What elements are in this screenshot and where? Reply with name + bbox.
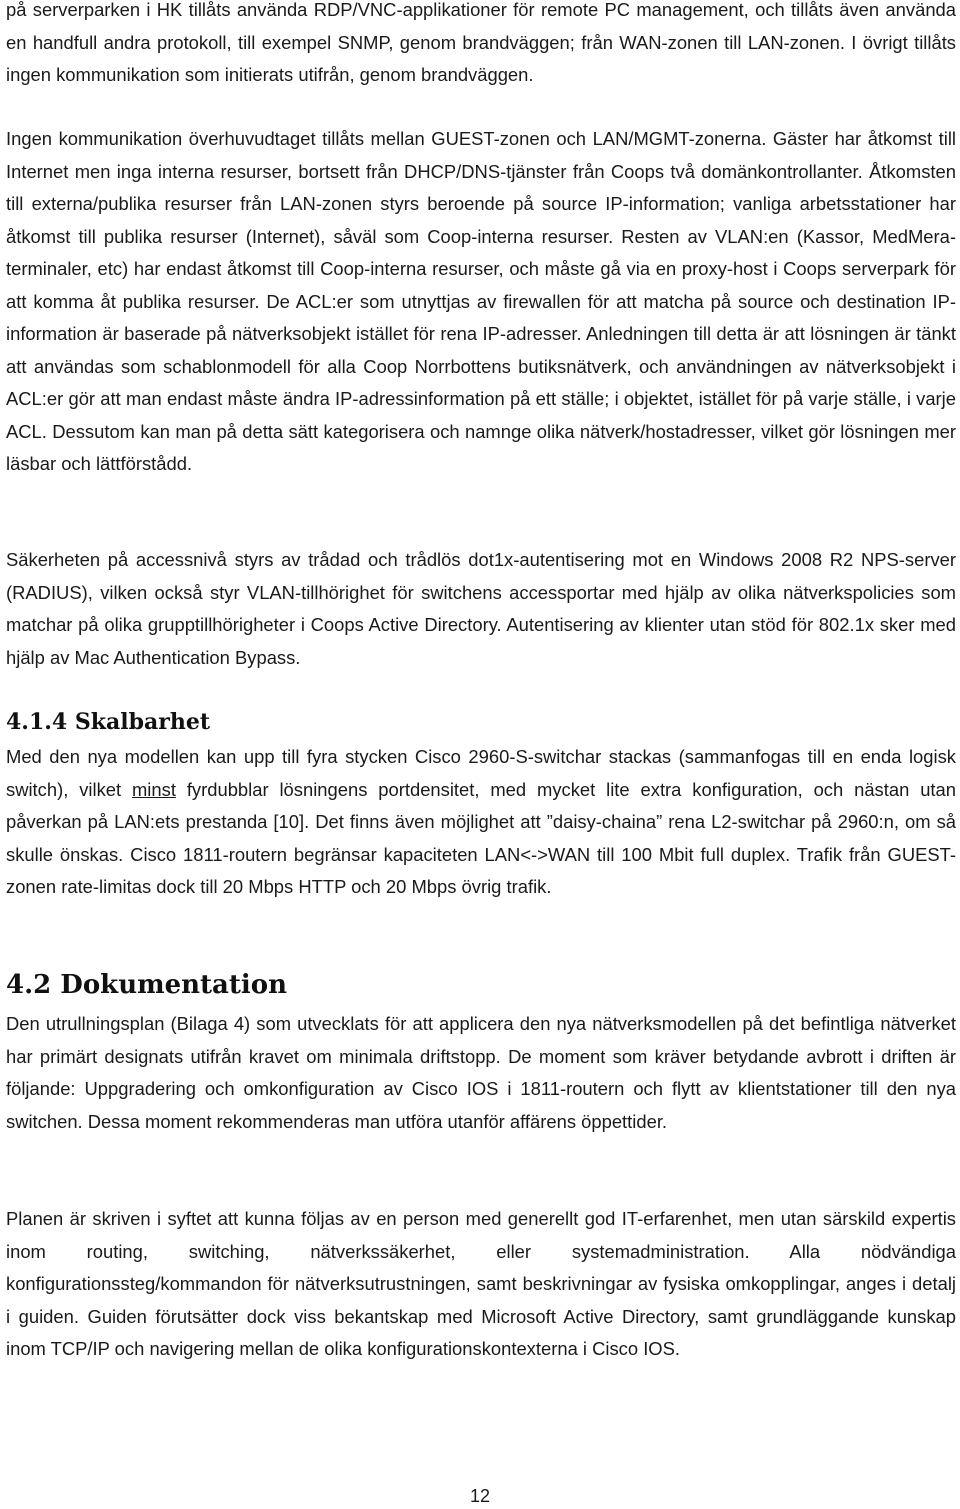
paragraph-skalbarhet-text-1: Med den nya modellen kan upp till fyra stycken Cisco 2960-S-switchar stackas (sammanfogas till en enda logisk switch), vilket [6, 746, 956, 800]
paragraph-remote-management: på serverparken i HK tillåts använda RDP/VNC-applikationer för remote PC management, och tillåts även använda en handfull andra protokoll, till exempel SNMP, genom brandväggen; från WAN-zonen till LAN-zonen. I övrigt tillåts ingen kommunikation som initierats utifrån, genom brandväggen. [6, 0, 956, 85]
page-number: 12 [469, 1486, 491, 1506]
heading-dokumentation: 4.2 Dokumentation [6, 970, 288, 1000]
paragraph-skalbarhet [6, 741, 956, 904]
paragraph-utrullningsplan: Den utrullningsplan (Bilaga 4) som utvecklats för att applicera den nya nätverksmodellen på det befintliga nätverket har primärt designats utifrån kravet om minimala driftstopp. De moment som kräver betydande avbrott i driften är följande: Uppgradering och omkonfiguration av Cisco IOS i 1811-routern och flytt av klientstationer till den nya switchen. Dessa moment rekommenderas man utföra utanför affärens öppettider. [6, 1013, 956, 1132]
paragraph-planen: Planen är skriven i syftet att kunna följas av en person med generellt god IT-erfarenhet, men utan särskild expertis inom routing, switching, nätverkssäkerhet, eller systemadministration. Alla nödvändiga konfigurationssteg/kommandon för nätverksutrustningen, samt beskrivningar av fysiska omkopplingar, anges i detalj i guiden. Guiden förutsätter dock viss bekantskap med Microsoft Active Directory, samt grundläggande kunskap inom TCP/IP och navigering mellan de olika konfigurationskontexterna i Cisco IOS. [6, 1208, 956, 1359]
paragraph-guest-zone: Ingen kommunikation överhuvudtaget tillåts mellan GUEST-zonen och LAN/MGMT-zonerna. Gäster har åtkomst till Internet men inga interna resurser, bortsett från DHCP/DNS-tjänster från Coops två domänkontrollanter. Åtkomsten till externa/publika resurser från LAN-zonen styrs beroende på source IP-information; vanliga arbetsstationer har åtkomst till publika resurser (Internet), såväl som Coop-interna resurser. Resten av VLAN:en (Kassor, MedMera-terminaler, etc) har endast åtkomst till Coop-interna resurser, och måste gå via en proxy-host i Coops serverpark för att komma åt publika resurser. De ACL:er som utnyttjas av firewallen för att matcha på source och destination IP-information är baserade på nätverksobjekt istället för rena IP-adresser. Anledningen till detta är att lösningen är tänkt att användas som schablonmodell för alla Coop Norrbottens butiksnätverk, och användningen av nätverksobjekt i ACL:er gör att man endast måste ändra IP-adressinformation på ett ställe; i objektet, istället för på varje ställe, i varje ACL. Dessutom kan man på detta sätt kategorisera och namnge olika nätverk/hostadresser, vilket gör lösningen mer läsbar och lättförstådd. [6, 128, 956, 474]
heading-skalbarhet: 4.1.4 Skalbarhet [6, 709, 211, 735]
paragraph-access-security: Säkerheten på accessnivå styrs av trådad och trådlös dot1x-autentisering mot en Windows 2008 R2 NPS-server (RADIUS), vilken också styr VLAN-tillhörighet för switchens accessportar med hjälp av olika nätverkspolicies som matchar på olika grupptillhörigheter i Coops Active Directory. Autentisering av klienter utan stöd för 802.1x sker med hjälp av Mac Authentication Bypass. [6, 549, 956, 668]
paragraph-skalbarhet-text-2: fyrdubblar lösningens portdensitet, med mycket lite extra konfiguration, och nästan utan påverkan på LAN:ets prestanda [10]. Det finns även möjlighet att ”daisy-chaina” rena L2-switchar på 2960:n, om så skulle önskas. Cisco 1811-routern begränsar kapaciteten LAN<->WAN till 100 Mbit full duplex. Trafik från GUEST-zonen rate-limitas dock till 20 Mbps HTTP och 20 Mbps övrig trafik. [6, 778, 956, 897]
underlined-word: minst [131, 778, 176, 800]
